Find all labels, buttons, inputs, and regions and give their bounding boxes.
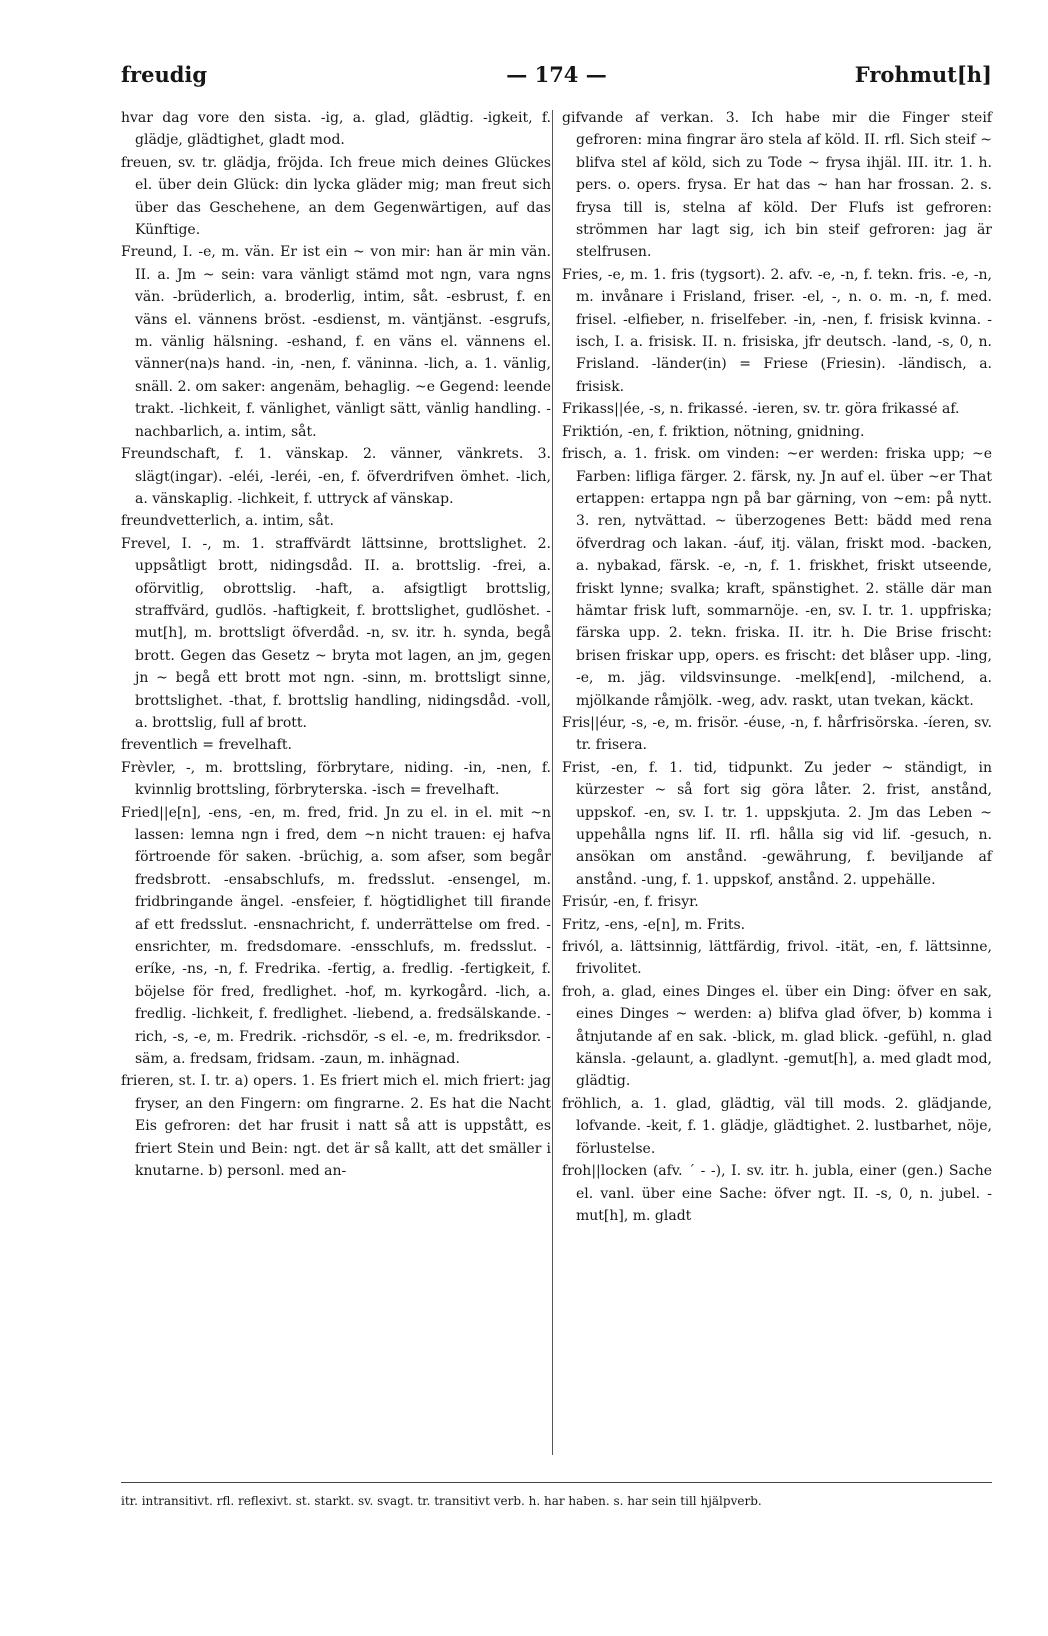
dictionary-entry: Fritz, -ens, -e[n], m. Frits. (562, 916, 746, 933)
dictionary-entry: frieren, st. I. tr. a) opers. 1. Es friert mich el. mich friert: jag fryser, an den Fingern: om fingrarne. 2. Es hat die Nacht Eis gefroren: det har frusit i natt så att is uppstått, es friert Stein und Bein: ngt. det är så kallt, att det smäller i knutarne. b) personl. med an- (121, 1073, 551, 1180)
dictionary-entry: freundvetterlich, a. intim, såt. (121, 513, 334, 530)
dictionary-entry: Frevel, I. -, m. 1. straffvärdt lättsinne, brottslighet. 2. uppsåtligt brott, nidingsdåd. II. a. brottslig. -frei, a. oförvitlig, obrottslig. -haft, a. afsigtligt brottslig, straffvärd, gudlös. -haftigkeit, f. brottslighet, gudlöshet. -mut[h], m. brottsligt öfverdåd. -n, sv. itr. h. synda, begå brott. Gegen das Gesetz ~ bryta mot lagen, an jm, gegen jn ~ begå ett brott mot ngn. -sinn, m. brottsligt sinne, brottslighet. -that, f. brottslig handling, nidingsdåd. -voll, a. brottslig, full af brott. (121, 535, 551, 731)
dictionary-entry: Freundschaft, f. 1. vänskap. 2. vänner, vänkrets. 3. slägt(ingar). -eléi, -leréi, -en, f. öfverdrifven ömhet. -lich, a. vänskaplig. -lichkeit, f. uttryck af vänskap. (121, 446, 551, 507)
right-column (562, 107, 992, 1227)
dictionary-entry: Frisúr, -en, f. frisyr. (562, 894, 699, 911)
dictionary-entry: froh, a. glad, eines Dinges el. über ein Ding: öfver en sak, eines Dinges ~ werden: a) blifva glad öfver, b) komma i åtnjutande af en sak. -blick, m. glad blick. -gefühl, n. glad känsla. -gelaunt, a. gladlynt. -gemut[h], a. med gladt mod, glädtig. (562, 983, 992, 1090)
dictionary-entry: Frikass||ée, -s, n. frikassé. -ieren, sv. tr. göra frikassé af. (562, 401, 960, 418)
dictionary-entry: Friktión, -en, f. friktion, nötning, gnidning. (562, 423, 865, 440)
dictionary-entry: Fries, -e, m. 1. fris (tygsort). 2. afv. -e, -n, f. tekn. fris. -e, -n, m. invånare i Frisland, friser. -el, -, n. o. m. -n, f. med. frisel. -elfieber, n. friselfeber. -in, -nen, f. frisisk kvinna. -isch, I. a. frisisk. II. n. frisiska, jfr deutsch. -land, -s, 0, n. Frisland. -länder(in) = Friese (Friesin). -ländisch, a. frisisk. (562, 266, 992, 395)
column-divider (552, 110, 553, 1455)
footer-divider (121, 1482, 992, 1483)
dictionary-entry: freventlich = frevelhaft. (121, 737, 292, 754)
page-number: — 174 — (506, 62, 607, 87)
header-right-guide-word: Frohmut[h] (854, 62, 992, 87)
dictionary-entry: Frèvler, -, m. brottsling, förbrytare, niding. -in, -nen, f. kvinnlig brottsling, förbryterska. -isch = frevelhaft. (121, 759, 551, 799)
dictionary-entry: frisch, a. 1. frisk. om vinden: ~er werden: friska upp; ~e Farben: lifliga färger. 2. färsk, ny. Jn auf el. über ~er That ertappen: ertappa ngn på bar gärning, von ~em: på nytt. 3. ren, nytvättad. ~ überzogenes Bett: bädd med rena öfverdrag och lakan. -áuf, itj. välan, friskt mod. -backen, a. nybakad, färsk. -e, -n, f. 1. friskhet, friskt utseende, friskt lynne; svalka; kraft, spänstighet. 2. ställe där man hämtar frisk luft, sommarnöje. -en, sv. I. tr. 1. uppfriska; färska upp. 2. tekn. friska. II. itr. h. Die Brise frischt: brisen friskar upp, opers. es frischt: det blåser upp. -ling, -e, m. jäg. vildsvinsunge. -melk[end], -milchend, a. mjölkande råmjölk. -weg, adv. raskt, utan tvekan, käckt. (562, 446, 992, 709)
dictionary-entry: froh||locken (afv. ´ - -), I. sv. itr. h. jubla, einer (gen.) Sache el. vanl. über eine Sache: öfver ngt. II. -s, 0, n. jubel. -mut[h], m. gladt (562, 1163, 992, 1224)
dictionary-entry: Fried||e[n], -ens, -en, m. fred, frid. Jn zu el. in el. mit ~n lassen: lemna ngn i fred, dem ~n nicht trauen: ej hafva förtroende för saken. -brüchig, a. som afser, som begår fredsbrott. -ensabschlufs, m. fredsslut. -ensengel, m. fridbringande ängel. -ensfeier, f. högtidlighet till firande af ett fredsslut. -ensnachricht, f. underrättelse om fred. -ensrichter, m. fredsdomare. -ensschlufs, m. fredsslut. -eríke, -ns, -n, f. Fredrika. -fertig, a. fredlig. -fertigkeit, f. böjelse för fred, fredlighet. -hof, m. kyrkogård. -lich, a. fredlig. -lichkeit, f. fredlighet. -liebend, a. fredsälskande. -rich, -s, -e, m. Fredrik. -richsdör, -s el. -e, m. fredriksdor. -säm, a. fredsam, fridsam. -zaun, m. inhägnad. (121, 804, 551, 1068)
dictionary-entry: Freund, I. -e, m. vän. Er ist ein ~ von mir: han är min vän. II. a. Jm ~ sein: vara vänligt stämd mot ngn, vara ngns vän. -brüderlich, a. broderlig, intim, såt. -esbrust, f. en väns el. vännens bröst. -esdienst, m. väntjänst. -esgrufs, m. vänlig hälsning. -eshand, f. en väns el. vännens el. vänner(na)s hand. -in, -nen, f. väninna. -lich, a. 1. vänlig, snäll. 2. om saker: angenäm, behaglig. ~e Gegend: leende trakt. -lichkeit, f. vänlighet, vänligt sätt, vänlig handling. -nachbarlich, a. intim, såt. (121, 244, 551, 440)
dictionary-entry: frivól, a. lättsinnig, lättfärdig, frivol. -ität, -en, f. lättsinne, frivolitet. (562, 939, 992, 978)
dictionary-entry: Frist, -en, f. 1. tid, tidpunkt. Zu jeder ~ ständigt, in kürzester ~ så fort sig göra låter. 2. frist, anstånd, uppskof. -en, sv. I. tr. 1. uppskjuta. 2. Jm das Leben ~ uppehålla ngns lif. II. rfl. hålla sig vid lif. -gesuch, n. ansökan om anstånd. -gewährung, f. beviljande af anstånd. -ung, f. 1. uppskof, anstånd. 2. uppehälle. (562, 759, 992, 888)
dictionary-entry: Fris||éur, -s, -e, m. frisör. -éuse, -n, f. hårfrisörska. -íeren, sv. tr. frisera. (562, 714, 992, 754)
left-column (121, 107, 551, 1183)
abbreviation-footer: itr. intransitivt. rfl. reflexivt. st. starkt. sv. svagt. tr. transitivt verb. h. har haben. s. har sein till hjälpverb. (121, 1494, 762, 1508)
page-header (121, 62, 992, 92)
header-left-guide-word: freudig (121, 62, 208, 87)
dictionary-entry: hvar dag vore den sista. -ig, a. glad, glädtig. -igkeit, f. glädje, glädtighet, gladt mod. (121, 110, 551, 149)
dictionary-entry: fröhlich, a. 1. glad, glädtig, väl till mods. 2. glädjande, lofvande. -keit, f. 1. glädje, glädtighet. 2. lustbarhet, nöje, förlustelse. (562, 1095, 992, 1157)
dictionary-entry: freuen, sv. tr. glädja, fröjda. Ich freue mich deines Glückes el. über dein Glück: din lycka gläder mig; man freut sich über das Geschehene, an dem Gegenwärtigen, auf das Künftige. (121, 154, 551, 239)
dictionary-entry: gifvande af verkan. 3. Ich habe mir die Finger steif gefroren: mina fingrar äro stela af köld. II. rfl. Sich steif ~ blifva stel af köld, sich zu Tode ~ frysa ihjäl. III. itr. 1. h. pers. o. opers. frysa. Er hat das ~ han har frossan. 2. s. frysa till is, stelna af köld. Der Flufs ist gefroren: strömmen har lagt sig, ich bin steif gefroren: jag är stelfrusen. (562, 110, 992, 261)
